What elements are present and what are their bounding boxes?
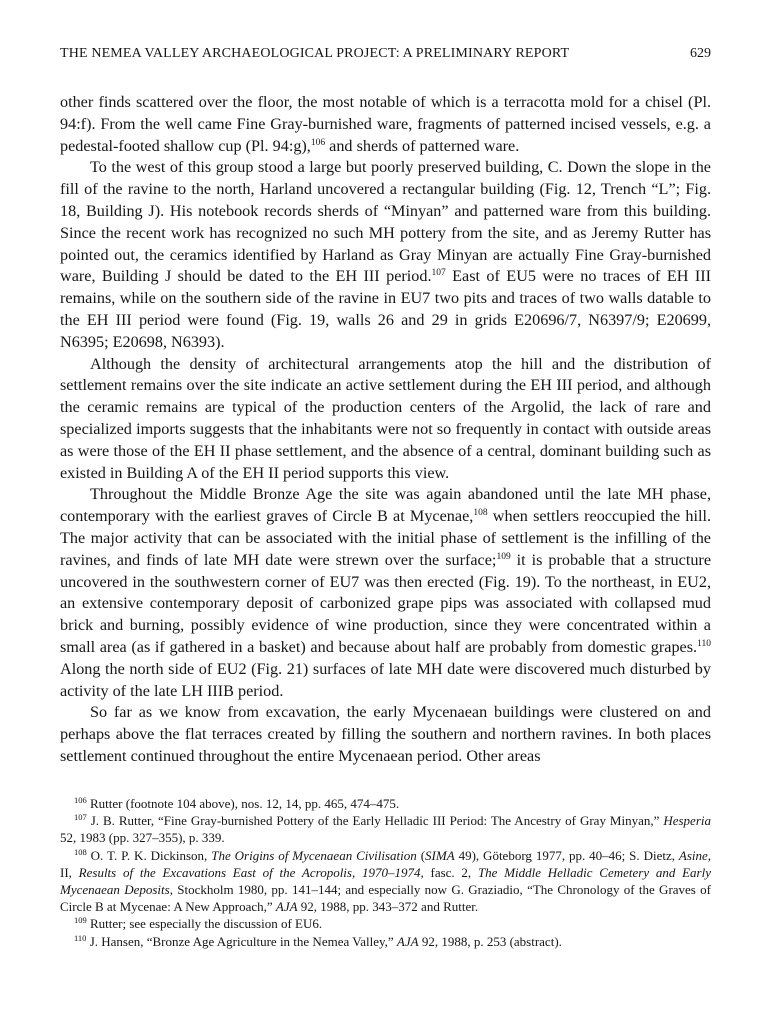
italic-text: Hesperia [663,813,711,829]
paragraph [60,354,711,485]
text-run: fasc. 2, [423,864,478,880]
text-run: Stockholm 1980, pp. 141–144; and especially now G. Graziadio, “The Chronology of the Graves of Circle B at Mycenae: A New Approach,” [60,882,711,915]
text-run: O. T. P. K. Dickinson, [86,847,212,863]
text-run: 92, 1988, pp. 343–372 and Rutter. [297,899,479,915]
text-run: when settlers reoccupied the hill. The major activity that can be associated with the initial phase of settlement is the infilling of the ravines, and finds of late MH date were strewn over the surface; [60,507,711,569]
italic-text: The Middle Helladic Cemetery and Early Mycenaean Deposits, [60,864,711,898]
text-run: and sherds of patterned ware. [325,136,520,155]
running-title: THE NEMEA VALLEY ARCHAEOLOGICAL PROJECT: A PRELIMINARY REPORT [60,46,570,61]
paragraph [60,484,711,702]
text-run: 52, 1983 (pp. 327–355), p. 339. [60,830,225,846]
note-reference: 106 [74,795,87,805]
text-run: So far as we know from excavation, the early Mycenaean buildings were clustered on and perhaps above the flat terraces created by filling the southern and northern ravines. In both places settlement continued throughout the entire Mycenaean period. Other areas [60,703,711,765]
text-run: 49), Göteborg 1977, pp. 40–46; S. Dietz, [454,847,679,863]
italic-text: AJA [396,933,419,949]
note-reference: 109 [496,551,511,562]
text-run: Although the density of architectural arrangements atop the hill and the distribution of settlement remains over the site indicate an active settlement during the EH III period, and although the ceramic remains are typical of the production centers of the Argolid, the lack of rare and specialized imports suggests that the inhabitants were not so frequently in contact with outside areas as were those of the EH II phase settlement, and the absence of a central, dominant building such as existed in Building A of the EH II period supports this view. [60,354,711,482]
text-run: Rutter; see especially the discussion of EU6. [86,916,323,932]
text-run: other finds scattered over the floor, the most notable of which is a terracotta mold for a chisel (Pl. 94:f). From the well came Fine Gray-burnished ware, fragments of patterned incised vessels, e.g. a pedestal-footed shallow cup (Pl. 94:g), [60,93,711,155]
text-run: Rutter (footnote 104 above), nos. 12, 14, pp. 465, 474–475. [86,796,400,811]
page-number: 629 [690,46,711,61]
text-run: it is probable that a structure uncovered in the southwestern corner of EU7 was then erected (Fig. 19). To the northeast, in EU2, an extensive contemporary deposit of carbonized grape pips was associated with collapsed mud brick and burning, possibly evidence of wine production, since they were concentrated within a small area (as if gathered in a basket) and because about half are probably from domestic grapes. [60,550,711,656]
note-reference: 110 [74,932,87,943]
body-text [60,92,711,768]
italic-text: Results of the Excavations East of the Acropolis, 1970–1974, [78,864,424,880]
italic-text: Asine, [678,847,712,863]
note-reference: 110 [697,638,711,649]
running-header [60,46,711,70]
note-reference: 108 [473,508,488,519]
footnote [60,812,711,846]
footnote [60,795,711,812]
footnote [60,915,711,932]
note-reference: 107 [74,812,87,823]
paragraph [60,702,711,767]
italic-text: SIMA [425,847,455,863]
text-run: To the west of this group stood a large but poorly preserved building, C. Down the slope in the fill of the ravine to the north, Harland uncovered a rectangular building (Fig. 12, Trench “L”; Fig. 18, Building J). His notebook records sherds of “Minyan” and patterned ware from this building. Since the recent work has recognized no such MH pottery from the site, and as Jeremy Rutter has pointed out, the ceramics identified by Harland as Gray Minyan are actually Fine Gray-burnished ware, Building J should be dated to the EH III period. [60,158,711,286]
note-reference: 106 [310,137,326,148]
footnote [60,933,711,950]
italic-text: The Origins of Mycenaean Civilisation [211,847,417,863]
italic-text: AJA [275,899,298,915]
paragraph [60,157,711,353]
footnotes [60,795,711,950]
text-run: II, [60,864,79,880]
text-run: J. Hansen, “Bronze Age Agriculture in the Nemea Valley,” [86,933,397,949]
note-reference: 107 [431,268,446,279]
footnote [60,847,711,916]
text-run: 92, 1988, p. 253 (abstract). [418,933,562,949]
text-run: Throughout the Middle Bronze Age the site was again abandoned until the late MH phase, contemporary with the earliest graves of Circle B at Mycenae, [60,485,711,526]
note-reference: 108 [74,846,87,857]
text-run: East of EU5 were no traces of EH III remains, while on the southern side of the ravine in EU7 two pits and traces of two walls datable to the EH III period were found (Fig. 19, walls 26 and 29 in grids E20696/7, N6397/9; E20699, N6395; E20698, N6393). [60,267,712,351]
text-run: Along the north side of EU2 (Fig. 21) surfaces of late MH date were discovered much disturbed by activity of the late LH IIIB period. [60,659,711,700]
text-run: J. B. Rutter, “Fine Gray-burnished Pottery of the Early Helladic III Period: The Ancestry of Gray Minyan,” [86,813,664,829]
note-reference: 109 [74,915,87,926]
paragraph [60,92,711,157]
text-run: ( [416,847,426,863]
